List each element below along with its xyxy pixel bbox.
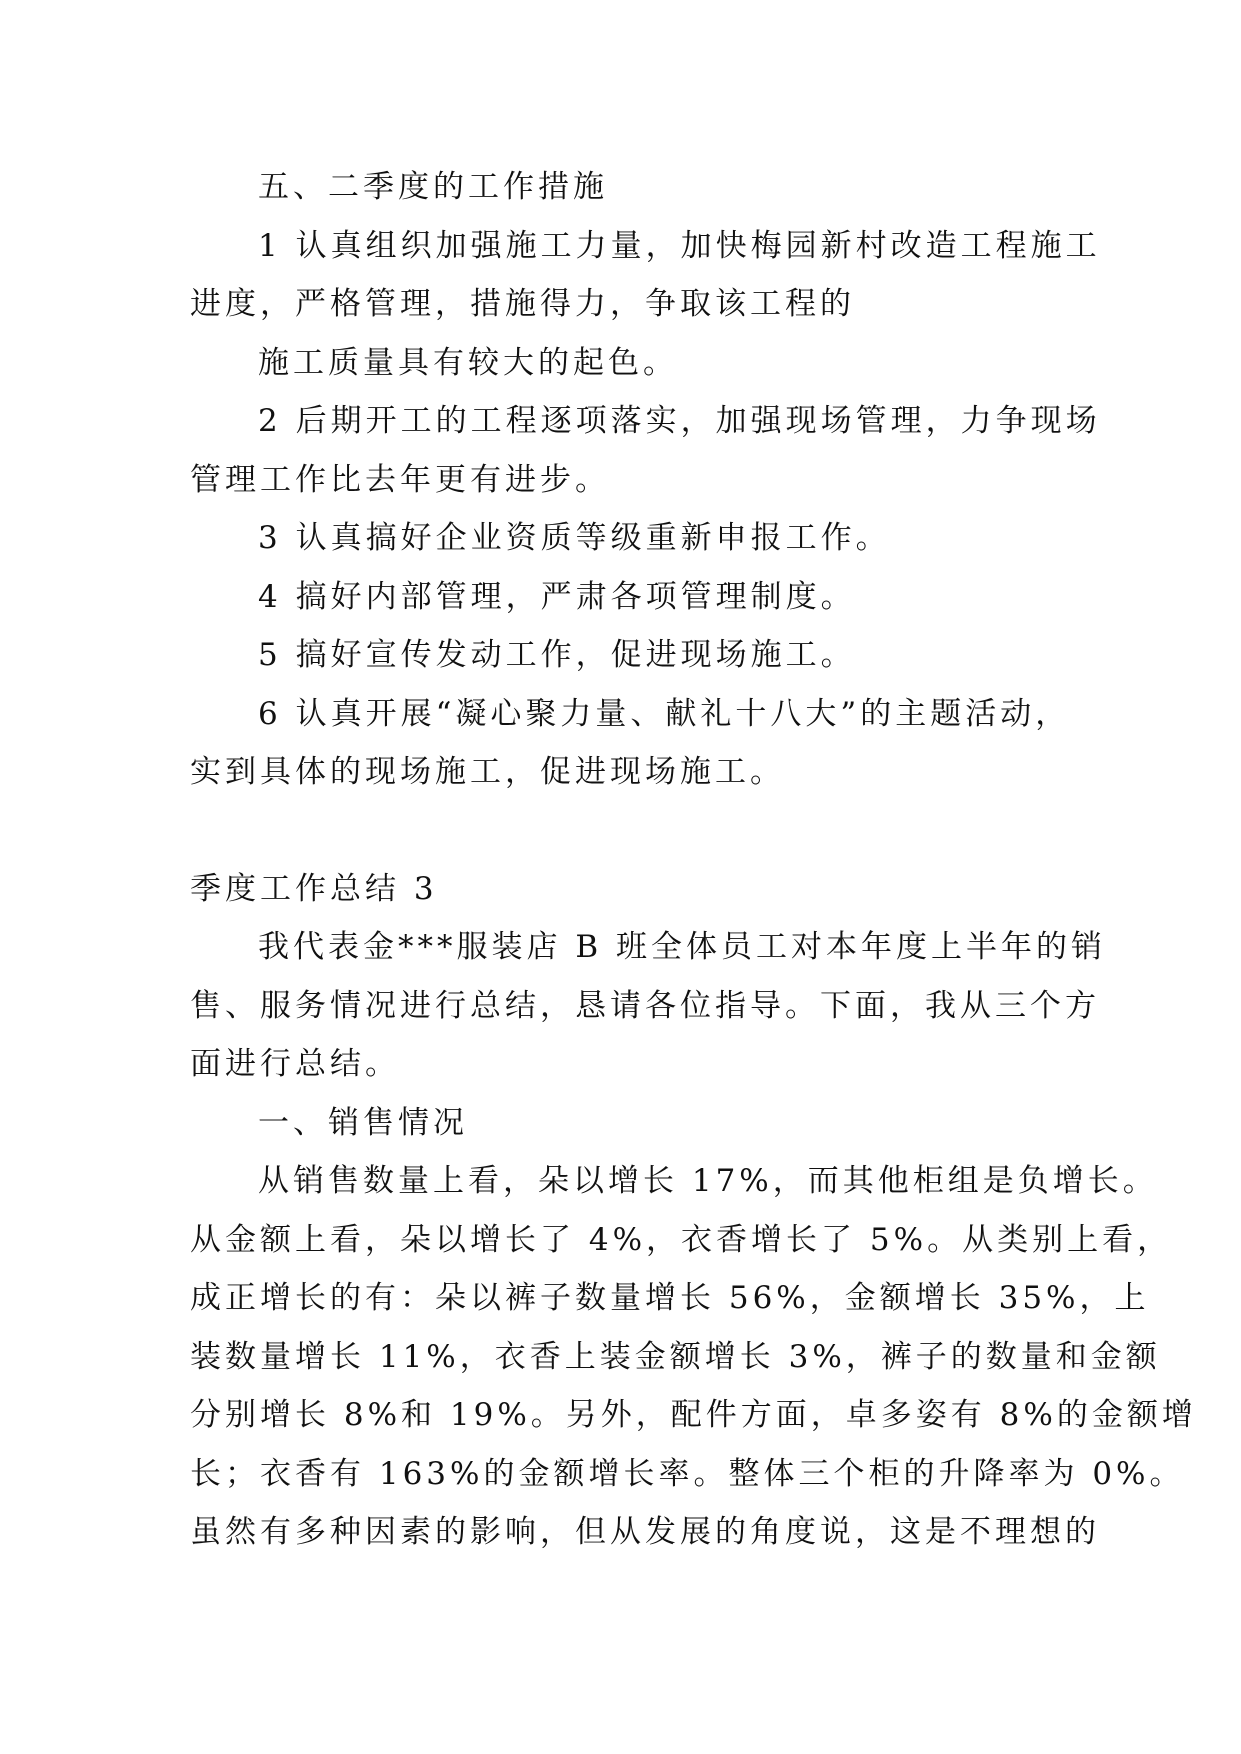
sales-section-heading: 一、销售情况: [258, 1104, 468, 1141]
sales-paragraph-line-2: 从金额上看，朵以增长了 4%，衣香增长了 5%。从类别上看，: [190, 1221, 1173, 1258]
sales-paragraph-line-4: 装数量增长 11%，衣香上装金额增长 3%，裤子的数量和金额: [190, 1338, 1161, 1375]
section-spacer: [190, 802, 1060, 860]
sales-paragraph-line-7: 虽然有多种因素的影响，但从发展的角度说，这是不理想的: [190, 1514, 1100, 1550]
document-body: [190, 158, 1197, 1562]
measure-item-2-line-1: 2 后期开工的工程逐项落实，加强现场管理，力争现场: [258, 403, 1101, 439]
measure-item-6-line-2: 实到具体的现场施工，促进现场施工。: [190, 754, 785, 790]
measure-item-3: 3 认真搞好企业资质等级重新申报工作。: [258, 520, 891, 556]
sales-paragraph-line-1: 从销售数量上看，朵以增长 17%，而其他柜组是负增长。: [258, 1163, 1158, 1199]
summary-title: 季度工作总结 3: [190, 870, 438, 907]
measure-item-1-line-3: 施工质量具有较大的起色。: [258, 344, 678, 381]
measure-item-4: 4 搞好内部管理，严肃各项管理制度。: [258, 578, 856, 615]
summary-intro-line-1: 我代表金***服装店 B 班全体员工对本年度上半年的销: [258, 929, 1106, 965]
measure-item-5: 5 搞好宣传发动工作，促进现场施工。: [258, 637, 856, 673]
sales-paragraph-line-3: 成正增长的有：朵以裤子数量增长 56%，金额增长 35%，上: [190, 1280, 1150, 1316]
measure-item-1-line-2: 进度，严格管理，措施得力，争取该工程的: [190, 286, 855, 322]
measure-item-2-line-2: 管理工作比去年更有进步。: [190, 461, 610, 498]
measure-item-6-line-1: 6 认真开展“凝心聚力量、献礼十八大”的主题活动，: [258, 695, 1071, 732]
sales-paragraph-line-5: 分别增长 8%和 19%。另外，配件方面，卓多姿有 8%的金额增: [190, 1397, 1197, 1433]
sales-paragraph-line-6: 长；衣香有 163%的金额增长率。整体三个柜的升降率为 0%。: [190, 1455, 1185, 1492]
section-heading-work-measures: 五、二季度的工作措施: [258, 169, 608, 205]
summary-intro-line-3: 面进行总结。: [190, 1046, 400, 1082]
measure-item-1-line-1: 1 认真组织加强施工力量，加快梅园新村改造工程施工: [258, 227, 1101, 264]
summary-intro-line-2: 售、服务情况进行总结，恳请各位指导。下面，我从三个方: [190, 987, 1100, 1024]
